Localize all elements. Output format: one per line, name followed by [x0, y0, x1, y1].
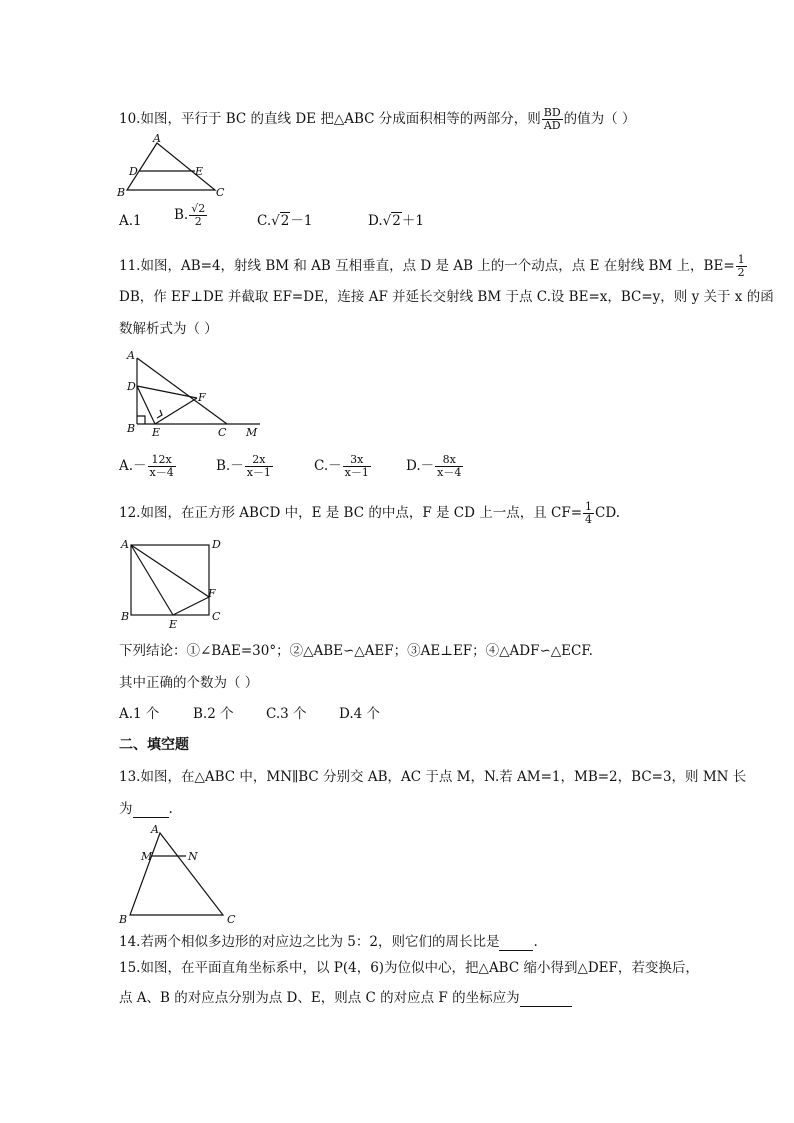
q11-line-1 [119, 254, 748, 279]
q10-opt-b-pre: B. [174, 207, 189, 223]
q10-frac-den: AD [543, 119, 561, 132]
q12-stem-pre: 12.如图，在正方形 ABCD 中，E 是 BC 的中点，F 是 CD 上一点，且 CF= [119, 505, 583, 521]
q11-segment-de [137, 386, 155, 424]
q15-answer-blank[interactable] [520, 990, 572, 1007]
q10-opt-b-den: 2 [194, 215, 202, 228]
q12-frac-num: 1 [585, 500, 593, 513]
q13-label-a: A [151, 823, 159, 836]
q10-label-a: A [153, 132, 161, 145]
q10-option-b [174, 203, 208, 228]
q10-opt-c-post: －1 [290, 213, 313, 229]
q12-option-a: A.1 个 [119, 706, 160, 722]
q11-opt-a-den: x－4 [149, 466, 174, 479]
q10-option-a: A.1 [119, 213, 142, 229]
q11-segment-df [137, 386, 197, 398]
q11-line1-pre: 11.如图，AB=4，射线 BM 和 AB 互相垂直，点 D 是 AB 上的一个动点，点 E 在射线 BM 上，BE= [119, 258, 735, 274]
q12-frac-den: 4 [585, 513, 593, 526]
q11-label-d: D [127, 380, 136, 393]
q11-opt-c-num: 3x [343, 454, 371, 467]
q14-stem [119, 934, 538, 951]
q13-label-c: C [227, 913, 236, 926]
q10-stem-pre: 10.如图，平行于 BC 的直线 DE 把△ABC 分成面积相等的两部分，则 [119, 111, 541, 127]
q11-option-c [314, 454, 372, 479]
q12-label-e: E [169, 618, 178, 631]
q11-fraction [736, 254, 747, 279]
q10-stem [119, 107, 635, 132]
q10-stem-post: 的值为（ ） [563, 111, 636, 127]
q11-figure [115, 348, 275, 440]
q11-label-b: B [127, 422, 136, 435]
q10-opt-c-radicand: 2 [280, 213, 290, 229]
q11-line-3: 数解析式为（ ） [119, 321, 218, 337]
q11-opt-c-pre: C.－ [314, 458, 342, 474]
q12-option-b: B.2 个 [193, 706, 234, 722]
q11-right-angle-e [157, 410, 162, 418]
q15-line-1: 15.如图，在平面直角坐标系中，以 P(4，6)为位似中心，把△ABC 缩小得到△DEF，若变换后， [119, 960, 699, 976]
q10-opt-d-pre: D.√ [368, 213, 392, 229]
q12-option-c: C.3 个 [266, 706, 307, 722]
q10-frac-num: BD [543, 106, 561, 119]
q11-label-c: C [218, 426, 227, 439]
q12-label-d: D [212, 538, 221, 551]
q15-line-2 [119, 990, 572, 1007]
q11-opt-b-pre: B.－ [216, 458, 244, 474]
q14-stem-post: . [533, 934, 538, 950]
q12-segment-ef [173, 597, 209, 615]
q14-stem-pre: 14.若两个相似多边形的对应边之比为 5：2，则它们的周长比是 [119, 934, 500, 950]
q13-answer-blank[interactable] [133, 801, 169, 818]
q10-opt-b-num: √2 [191, 202, 206, 215]
q10-opt-d-radicand: 2 [392, 213, 401, 229]
q11-line-2: DB，作 EF⊥DE 并截取 EF=DE，连接 AF 并延长交射线 BM 于点 C.设 BE=x，BC=y，则 y 关于 x 的函 [119, 289, 774, 305]
q11-frac-den: 2 [737, 266, 745, 279]
q13-label-m: M [141, 850, 153, 863]
q10-option-c [257, 213, 312, 229]
q11-label-a: A [127, 349, 135, 362]
q10-label-e: E [195, 165, 204, 178]
q10-opt-d-post: ＋1 [401, 213, 424, 229]
q11-label-m: M [246, 426, 258, 439]
q13-label-b: B [119, 913, 128, 926]
q11-option-b [216, 454, 274, 479]
q12-label-f: F [208, 587, 216, 600]
q13-triangle-figure [115, 823, 245, 925]
q12-stem-post: CD. [595, 505, 621, 521]
q14-answer-blank[interactable] [499, 934, 533, 951]
q11-opt-b-num: 2x [245, 454, 273, 467]
section-title-fill-in: 二、填空题 [119, 737, 189, 753]
q11-option-d [406, 454, 464, 479]
q11-opt-a-frac [148, 454, 176, 479]
q11-option-a [119, 454, 177, 479]
q13-label-n: N [188, 850, 198, 863]
q10-label-d: D [129, 165, 138, 178]
q11-label-e: E [152, 426, 161, 439]
q12-question: 其中正确的个数为（ ） [119, 675, 259, 691]
q11-opt-d-num: 8x [435, 454, 463, 467]
q12-label-c: C [212, 610, 221, 623]
q11-opt-b-frac [245, 454, 273, 479]
q12-stem [119, 501, 620, 526]
q12-segment-af [131, 545, 209, 597]
q11-frac-num: 1 [737, 253, 745, 266]
q11-opt-c-den: x－1 [344, 466, 369, 479]
q12-fraction [583, 501, 594, 526]
q13-line2-post: . [168, 801, 173, 817]
q13-line2-pre: 为 [119, 801, 133, 817]
q11-opt-b-den: x－1 [246, 466, 271, 479]
q11-segment-ef [155, 398, 197, 424]
q10-fraction [542, 107, 563, 132]
q15-line2-pre: 点 A、B 的对应点分别为点 D、E，则点 C 的对应点 F 的坐标应为 [119, 990, 520, 1006]
q11-right-angle-b [137, 416, 145, 424]
q12-label-b: B [121, 610, 130, 623]
q10-triangle-figure [115, 133, 230, 201]
q12-conclusions: 下列结论：①∠BAE=30°；②△ABE∽△AEF；③AE⊥EF；④△ADF∽△ECF. [119, 643, 593, 659]
q10-opt-b-frac [189, 203, 207, 228]
q12-option-d: D.4 个 [339, 706, 381, 722]
q11-opt-d-den: x－4 [437, 466, 462, 479]
q11-opt-d-frac [435, 454, 463, 479]
q11-label-f: F [198, 391, 206, 404]
q11-opt-d-pre: D.－ [406, 458, 435, 474]
q13-line-1: 13.如图，在△ABC 中，MN∥BC 分别交 AB，AC 于点 M，N.若 AM=1，MB=2，BC=3，则 MN 长 [119, 769, 747, 785]
q12-segment-ae [131, 545, 173, 615]
q12-square-figure [115, 535, 225, 631]
q12-label-a: A [121, 538, 129, 551]
q10-opt-c-pre: C.√ [257, 213, 280, 229]
q10-label-b: B [117, 186, 126, 199]
q10-option-d [368, 213, 424, 229]
q11-opt-a-pre: A.－ [119, 458, 147, 474]
q10-label-c: C [216, 186, 225, 199]
q12-square-abcd [131, 545, 209, 615]
q13-line-2 [119, 801, 173, 818]
q11-opt-a-num: 12x [148, 454, 176, 467]
q11-opt-c-frac [343, 454, 371, 479]
q13-triangle-abc [130, 833, 223, 915]
